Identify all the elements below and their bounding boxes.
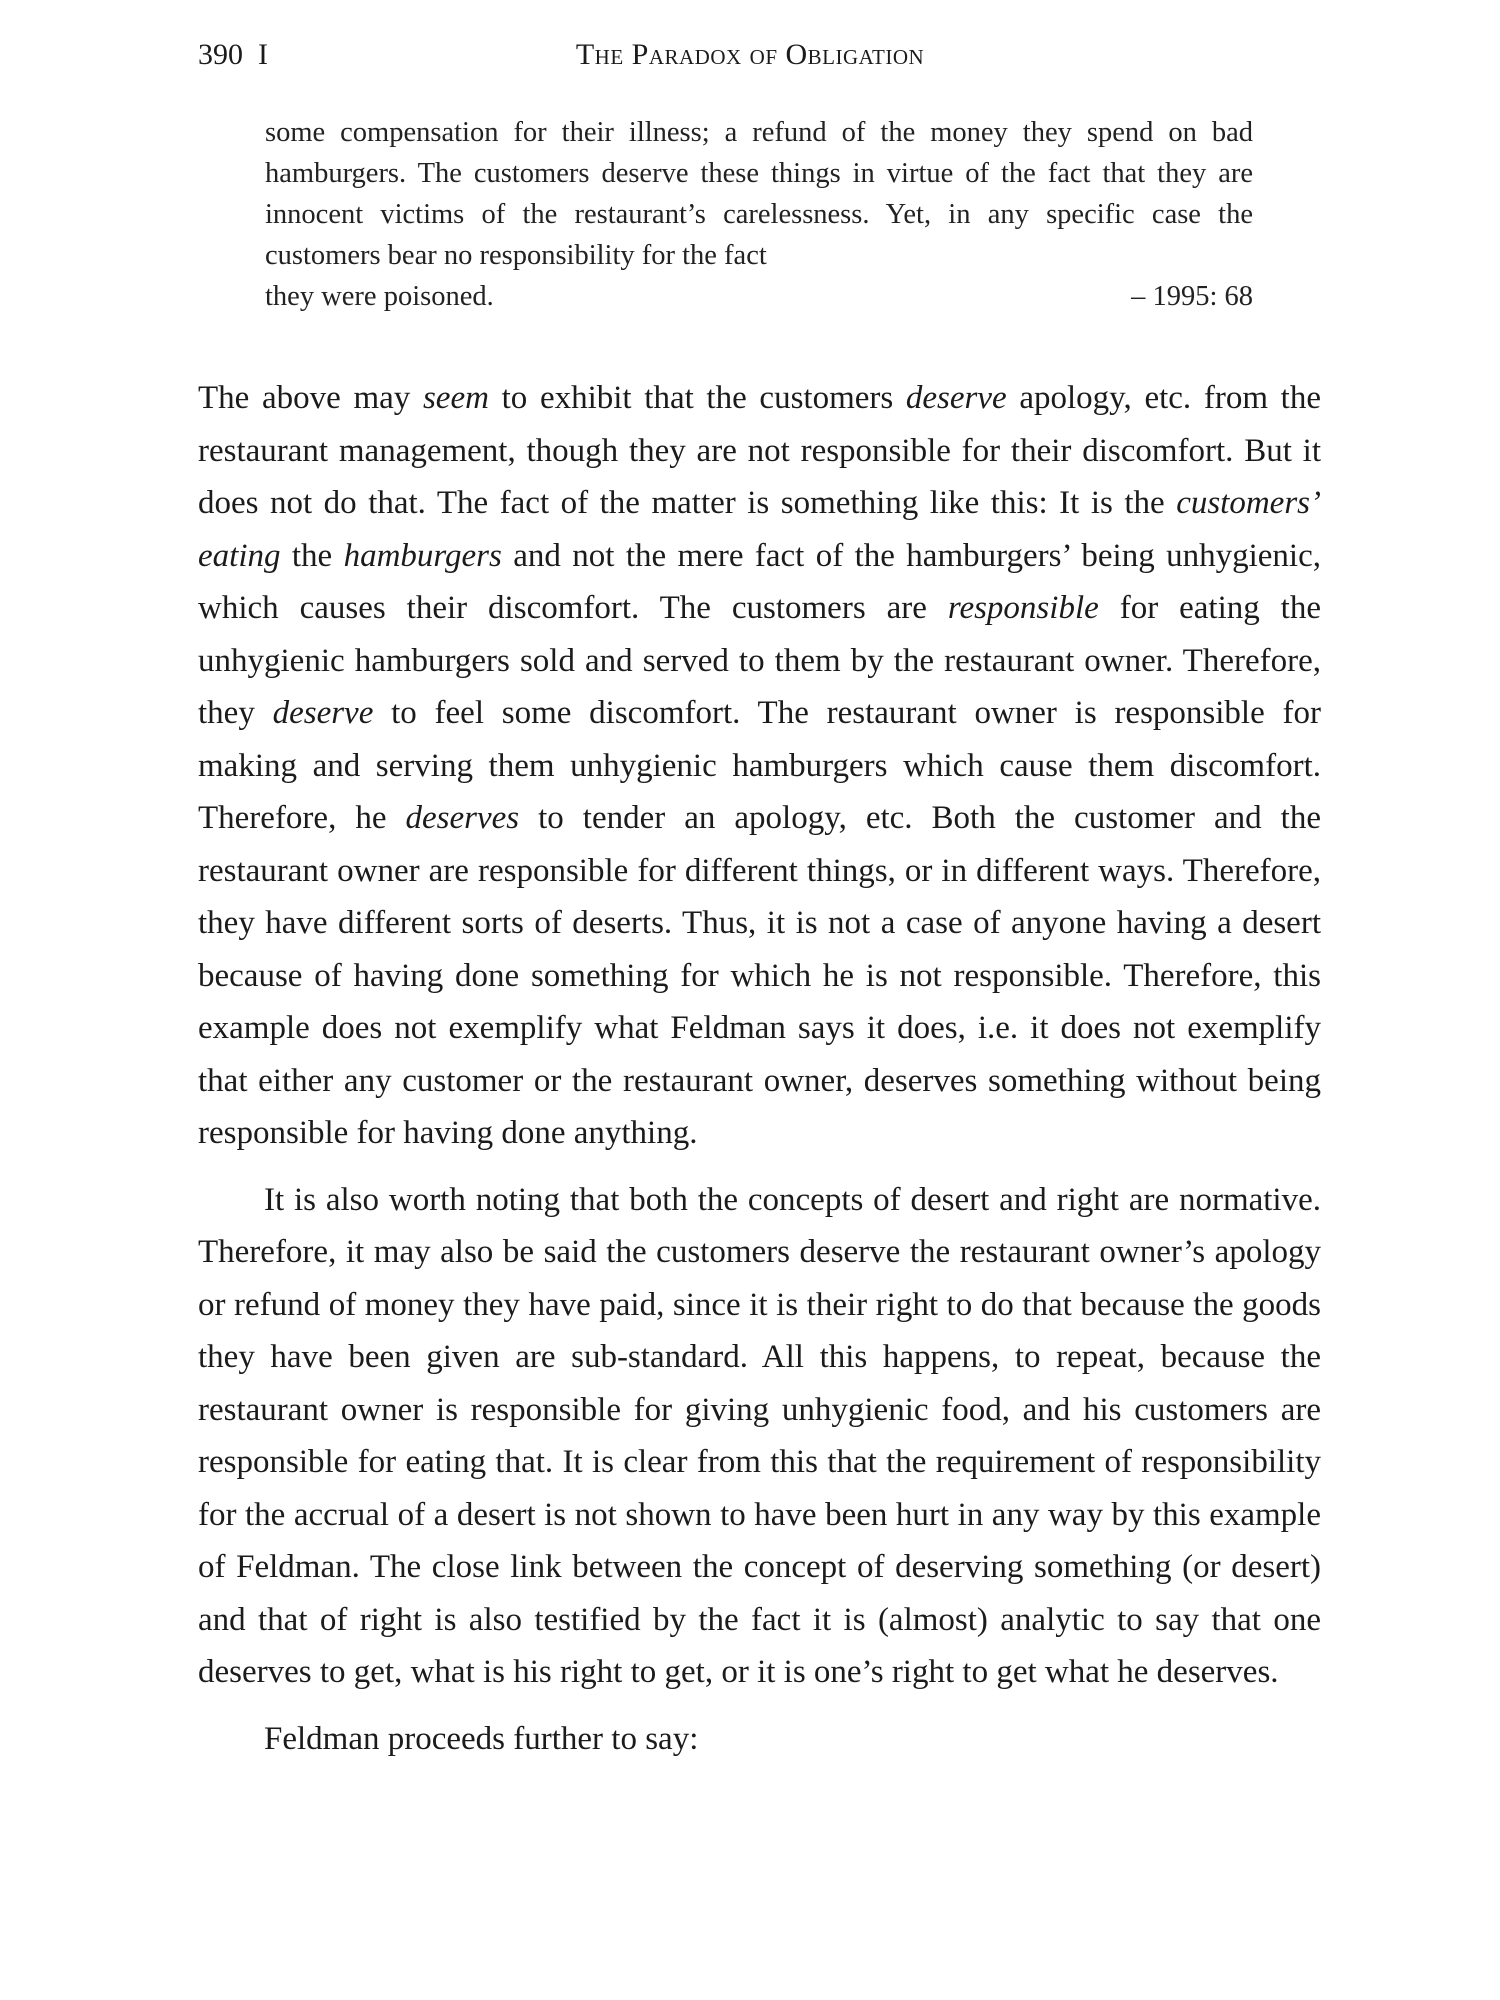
p1-text-5: and not the mere fact of the hamburgers’ being unhygienic, which causes their discomfort. The customers are <box>198 537 1321 626</box>
page-number-value: 390 <box>198 38 243 71</box>
block-quote <box>265 112 1253 317</box>
p1-text-8: to tender an apology, etc. Both the customer and the restaurant owner are responsible for different things, or in different ways. Therefore, they have different sorts of deserts. Thus, it is not a case of anyone having a desert because of having done something for which he is not responsible. Therefore, this example does not exemplify what Feldman says it does, i.e. it does not exemplify that either any customer or the restaurant owner, deserves something without being responsible for having done anything. <box>198 800 1321 1151</box>
p1-emphasis-deserve: deserve <box>905 380 1007 416</box>
page-header <box>0 38 1500 78</box>
running-title: The Paradox of Obligation <box>575 38 925 71</box>
p1-text-3: apology, etc. from the restaurant management, though they are not responsible for their discomfort. But it does not do that. The fact of the matter is something like this: It is the <box>198 380 1321 521</box>
p1-text-2: to exhibit that the customers <box>488 380 906 416</box>
header-separator: I <box>258 38 268 71</box>
p1-emphasis-responsible: responsible <box>947 590 1099 626</box>
block-quote-end: they were poisoned. <box>265 281 494 312</box>
p1-text-1: The above may <box>198 380 423 416</box>
block-quote-last-line <box>265 276 1253 317</box>
paragraph-3: Feldman proceeds further to say: <box>264 1720 699 1757</box>
p1-emphasis-deserve-2: deserve <box>272 695 374 731</box>
body-text <box>198 372 1321 1765</box>
paragraph-2: It is also worth noting that both the concepts of desert and right are normative. Therefore, it may also be said the customers deserve the restaurant owner’s apology or refund of money they have paid, since it is their right to do that because the goods they have been given are sub-standard. All this happens, to repeat, because the restaurant owner is responsible for giving unhygienic food, and his customers are responsible for eating that. It is clear from this that the requirement of responsibility for the accrual of a desert is not shown to have been hurt in any way by this example of Feldman. The close link between the concept of deserving something (or desert) and that of right is also testified by the fact it is (almost) analytic to say that one deserves to get, what is his right to get, or it is one’s right to get what he deserves. <box>198 1181 1321 1690</box>
paragraph-1 <box>198 372 1321 1160</box>
p1-text-7: to feel some discomfort. The restaurant owner is responsible for making and serving them unhygienic hamburgers which cause them discomfort. Therefore, he <box>198 695 1321 836</box>
block-quote-citation: – 1995: 68 <box>1131 281 1253 312</box>
p1-text-4: the <box>280 537 344 574</box>
p1-text-6: for eating the unhygienic hamburgers sold and served to them by the restaurant owner. Therefore, they <box>198 590 1321 731</box>
p1-emphasis-seem: seem <box>422 380 489 416</box>
p1-emphasis-deserves: deserves <box>405 800 520 836</box>
block-quote-text: some compensation for their illness; a refund of the money they spend on bad hamburgers. The customers deserve these things in virtue of the fact that they are innocent victims of the restaurant’s carelessness. Yet, in any specific case the customers bear no responsibility for the fact <box>265 117 1253 271</box>
p1-emphasis-hamburgers: hamburgers <box>343 537 502 574</box>
p1-emphasis-customers-eating: customers’ eating <box>198 485 1321 574</box>
